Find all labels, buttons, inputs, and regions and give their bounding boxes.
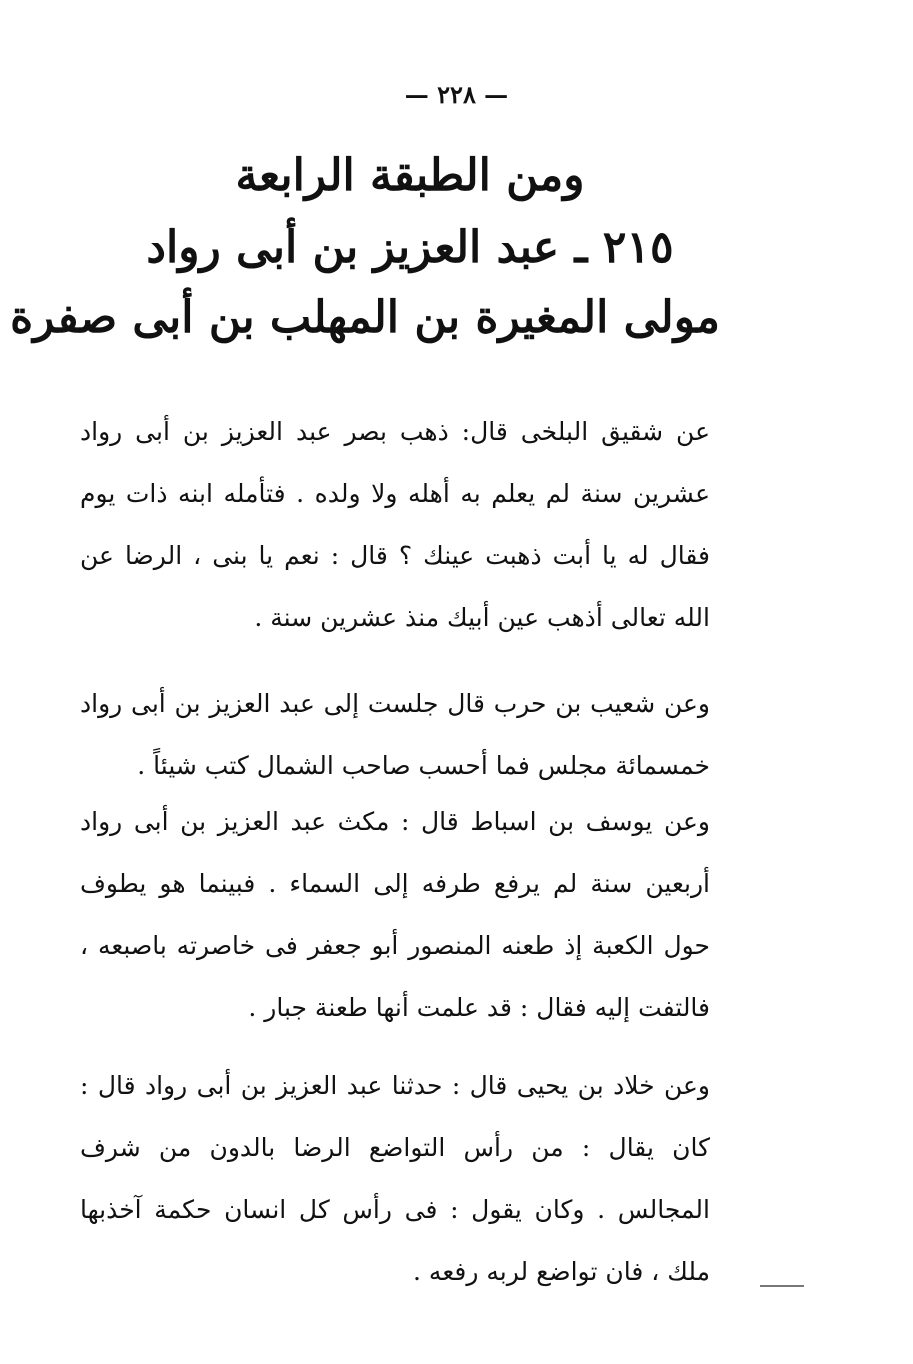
scan-mark: [760, 1285, 804, 1287]
page-number: — ٢٢٨ —: [404, 80, 509, 109]
paragraph-3: وعن يوسف بن اسباط قال : مكث عبد العزيز بن أبى رواد أربعين سنة لم يرفع طرفه إلى السماء . فبينما هو يطوف حول الكعبة إذ طعنه المنصور أبو جعفر فى خاصرته باصبعه ، فالتفت إليه فقال : قد علمت أنها طعنة جبار .: [80, 807, 710, 1022]
entry-heading: ٢١٥ ـ عبد العزيز بن أبى رواد: [146, 222, 674, 273]
paragraph-2: وعن شعيب بن حرب قال جلست إلى عبد العزيز بن أبى رواد خمسمائة مجلس فما أحسب صاحب الشمال كتب شيئاً .: [80, 689, 710, 780]
entry-subtitle: مولى المغيرة بن المهلب بن أبى صفرة: [10, 292, 720, 343]
section-heading: ومن الطبقة الرابعة: [235, 150, 585, 201]
paragraph-4: وعن خلاد بن يحيى قال : حدثنا عبد العزيز بن أبى رواد قال : كان يقال : من رأس التواضع الرضا بالدون من شرف المجالس . وكان يقول : فى رأس كل انسان حكمة آخذبها ملك ، فان تواضع لربه رفعه .: [80, 1071, 710, 1286]
paragraph-1: عن شقيق البلخى قال: ذهب بصر عبد العزيز بن أبى رواد عشرين سنة لم يعلم به أهله ولا ولده . فتأمله ابنه ذات يوم فقال له يا أبت ذهبت عينك ؟ قال : نعم يا بنى ، الرضا عن الله تعالى أذهب عين أبيك منذ عشرين سنة .: [80, 417, 710, 632]
